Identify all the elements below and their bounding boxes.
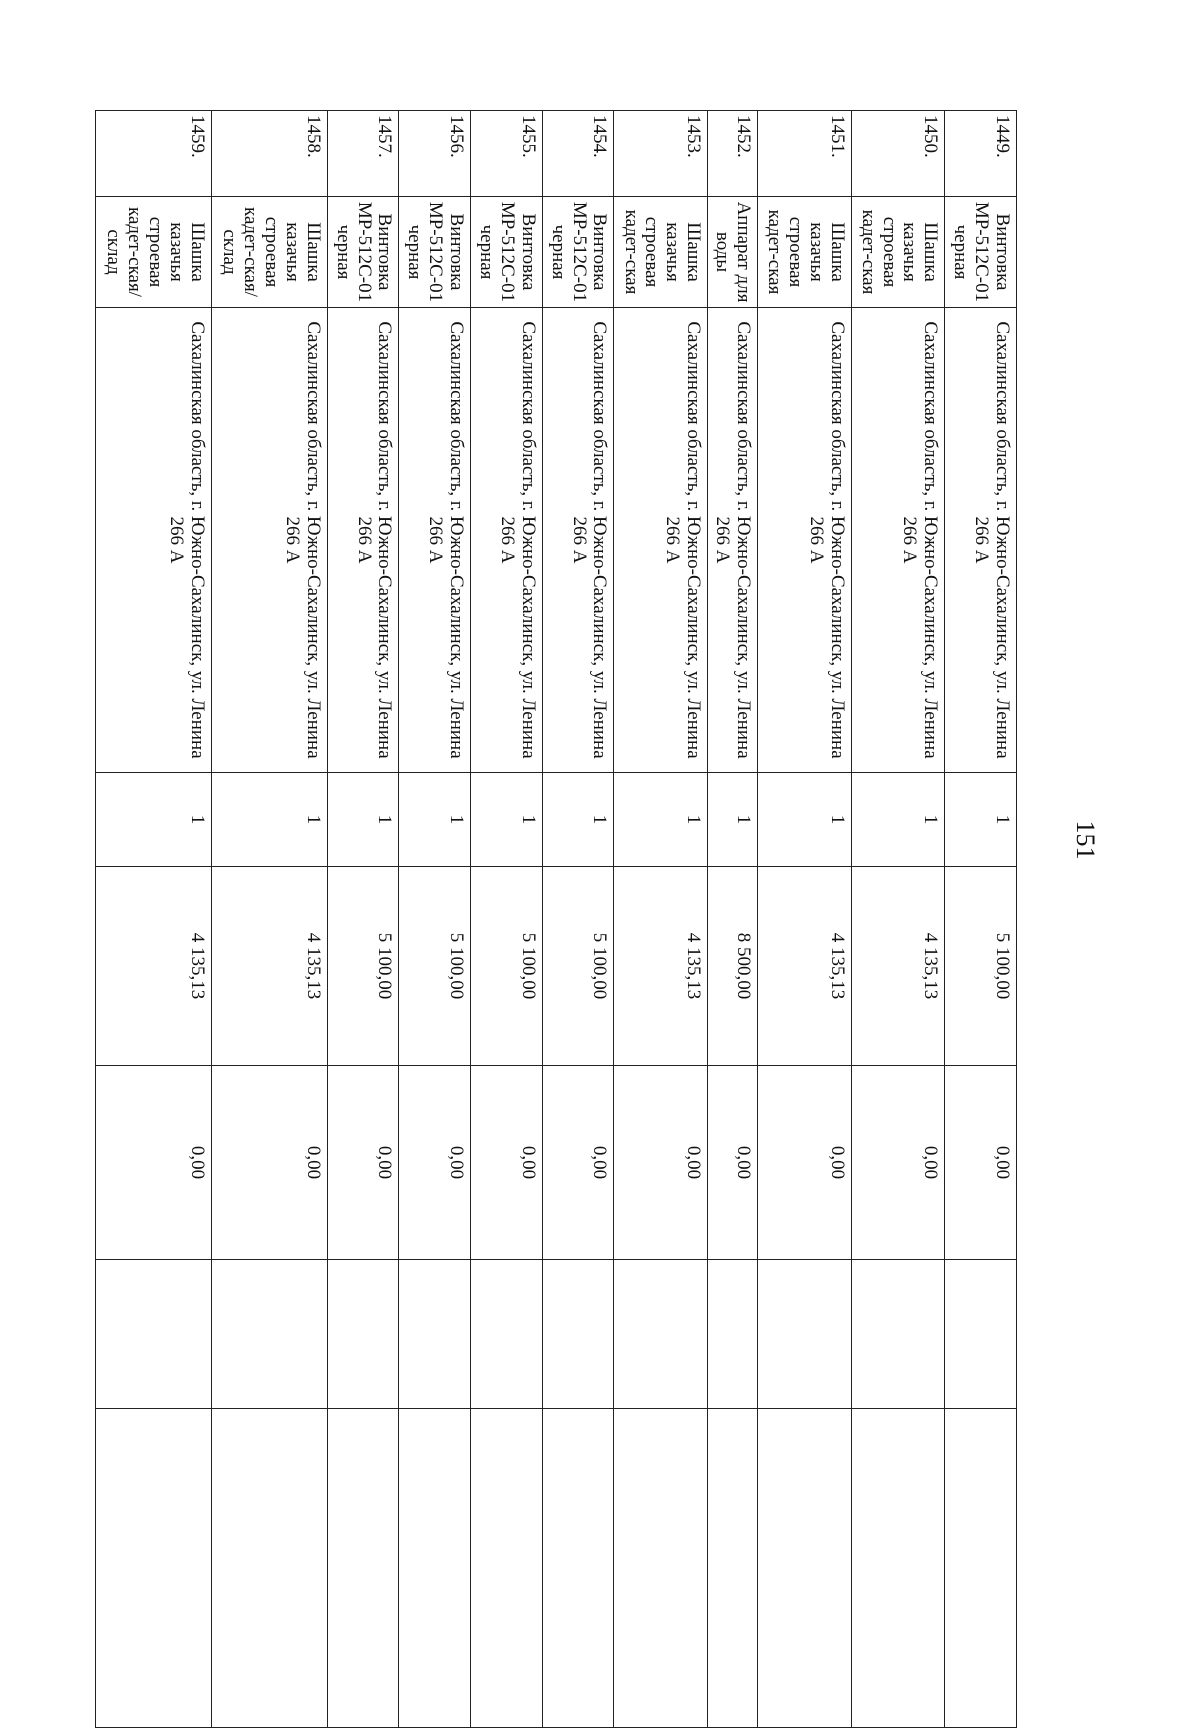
item-residual-cell xyxy=(471,1066,543,1260)
empty-cell xyxy=(211,1409,327,1728)
empty-cell xyxy=(542,1409,614,1728)
asset-table xyxy=(95,110,1017,1728)
item-price-cell xyxy=(542,867,614,1066)
item-quantity-cell xyxy=(327,773,399,867)
item-address-cell xyxy=(327,308,399,773)
item-address: Сахалинская область, г. Южно-Сахалинск, ул. Ленина 266 А xyxy=(353,321,396,759)
item-quantity-cell xyxy=(851,773,945,867)
empty-cell xyxy=(614,1409,708,1728)
item-price: 4 135,13 xyxy=(920,932,942,1000)
empty-cell xyxy=(757,1260,851,1409)
empty-cell xyxy=(327,1260,399,1409)
item-residual-value: 0,00 xyxy=(302,1145,324,1180)
table-row xyxy=(708,111,758,1728)
table-row xyxy=(614,111,708,1728)
table-row xyxy=(757,111,851,1728)
item-number-cell xyxy=(211,111,327,197)
item-address: Сахалинская область, г. Южно-Сахалинск, ул. Ленина 266 А xyxy=(281,321,324,759)
item-number: 1455. xyxy=(517,115,539,158)
item-address-cell xyxy=(708,308,758,773)
item-address: Сахалинская область, г. Южно-Сахалинск, ул. Ленина 266 А xyxy=(166,321,208,759)
item-quantity-cell xyxy=(399,773,471,867)
item-quantity-cell xyxy=(211,773,327,867)
item-address-cell xyxy=(471,308,543,773)
table-row xyxy=(945,111,1017,1728)
item-quantity: 1 xyxy=(732,814,754,825)
empty-cell xyxy=(708,1409,758,1728)
item-number-cell xyxy=(96,111,212,197)
item-quantity: 1 xyxy=(920,814,942,825)
item-name: Винтовка МР-512С-01 черная xyxy=(547,201,611,303)
item-name-cell xyxy=(614,197,708,308)
empty-cell xyxy=(471,1409,543,1728)
item-address-cell xyxy=(399,308,471,773)
item-address-cell xyxy=(851,308,945,773)
item-residual-cell xyxy=(542,1066,614,1260)
item-name: Винтовка МР-512С-01 черная xyxy=(950,201,1013,303)
item-quantity-cell xyxy=(471,773,543,867)
item-residual-value: 0,00 xyxy=(517,1145,539,1180)
item-address: Сахалинская область, г. Южно-Сахалинск, ул. Ленина 266 А xyxy=(425,321,468,759)
item-residual-cell xyxy=(757,1066,851,1260)
item-residual-cell xyxy=(708,1066,758,1260)
empty-cell xyxy=(96,1260,212,1409)
empty-cell xyxy=(471,1260,543,1409)
item-number: 1457. xyxy=(374,115,396,158)
item-price: 5 100,00 xyxy=(446,932,468,1000)
item-number: 1452. xyxy=(732,115,754,158)
item-residual-value: 0,00 xyxy=(374,1145,396,1180)
item-name: Шашка казачья строевая кадет-ская xyxy=(857,209,942,295)
item-quantity: 1 xyxy=(517,814,539,825)
item-number: 1459. xyxy=(186,115,208,158)
item-address-cell xyxy=(614,308,708,773)
item-price-cell xyxy=(211,867,327,1066)
item-address: Сахалинская область, г. Южно-Сахалинск, ул. Ленина 266 А xyxy=(568,321,611,759)
item-residual-value: 0,00 xyxy=(683,1145,705,1180)
item-price: 4 135,13 xyxy=(683,932,705,1000)
item-number: 1451. xyxy=(826,115,848,158)
item-number: 1453. xyxy=(683,115,705,158)
item-address-cell xyxy=(542,308,614,773)
item-quantity-cell xyxy=(945,773,1017,867)
table-row xyxy=(327,111,399,1728)
item-name: Шашка казачья строевая кадет-ская/склад xyxy=(219,207,324,297)
item-address-cell xyxy=(96,308,212,773)
empty-cell xyxy=(614,1260,708,1409)
item-quantity: 1 xyxy=(446,814,468,825)
item-residual-cell xyxy=(399,1066,471,1260)
item-residual-cell xyxy=(614,1066,708,1260)
item-name: Винтовка МР-512С-01 черная xyxy=(476,201,539,303)
item-price: 5 100,00 xyxy=(992,932,1013,1000)
item-number: 1449. xyxy=(992,115,1013,158)
item-address: Сахалинская область, г. Южно-Сахалинск, ул. Ленина 266 А xyxy=(496,321,539,759)
item-residual-value: 0,00 xyxy=(186,1145,208,1180)
page-number: 151 xyxy=(1071,820,1100,860)
item-number-cell xyxy=(542,111,614,197)
item-quantity-cell xyxy=(542,773,614,867)
empty-cell xyxy=(945,1260,1017,1409)
table-row xyxy=(471,111,543,1728)
item-price: 4 135,13 xyxy=(826,932,848,1000)
item-residual-cell xyxy=(945,1066,1017,1260)
empty-cell xyxy=(708,1260,758,1409)
item-quantity-cell xyxy=(614,773,708,867)
table-row xyxy=(399,111,471,1728)
item-residual-cell xyxy=(851,1066,945,1260)
item-price: 5 100,00 xyxy=(589,932,611,1000)
item-name-cell xyxy=(542,197,614,308)
item-price-cell xyxy=(614,867,708,1066)
item-residual-cell xyxy=(327,1066,399,1260)
item-name-cell xyxy=(757,197,851,308)
item-number: 1456. xyxy=(446,115,468,158)
item-name-cell xyxy=(708,197,758,308)
empty-cell xyxy=(851,1409,945,1728)
item-address-cell xyxy=(757,308,851,773)
item-number: 1450. xyxy=(920,115,942,158)
item-address: Сахалинская область, г. Южно-Сахалинск, ул. Ленина 266 А xyxy=(805,321,848,759)
item-quantity-cell xyxy=(757,773,851,867)
item-price: 5 100,00 xyxy=(517,932,539,1000)
item-quantity: 1 xyxy=(374,814,396,825)
item-residual-value: 0,00 xyxy=(732,1145,754,1180)
item-name-cell xyxy=(471,197,543,308)
item-number-cell xyxy=(471,111,543,197)
item-residual-value: 0,00 xyxy=(446,1145,468,1180)
empty-cell xyxy=(399,1260,471,1409)
table-row xyxy=(96,111,212,1728)
empty-cell xyxy=(399,1409,471,1728)
item-residual-value: 0,00 xyxy=(826,1145,848,1180)
item-price-cell xyxy=(708,867,758,1066)
item-name-cell xyxy=(211,197,327,308)
item-quantity: 1 xyxy=(683,814,705,825)
item-price-cell xyxy=(945,867,1017,1066)
item-price: 4 135,13 xyxy=(302,932,324,1000)
item-name-cell xyxy=(327,197,399,308)
empty-cell xyxy=(327,1409,399,1728)
item-price: 8 500,00 xyxy=(732,932,754,1000)
item-residual-cell xyxy=(211,1066,327,1260)
item-address: Сахалинская область, г. Южно-Сахалинск, ул. Ленина 266 А xyxy=(971,321,1013,759)
item-number: 1458. xyxy=(302,115,324,158)
item-residual-value: 0,00 xyxy=(992,1145,1013,1180)
empty-cell xyxy=(211,1260,327,1409)
item-price-cell xyxy=(399,867,471,1066)
item-number-cell xyxy=(327,111,399,197)
item-price-cell xyxy=(757,867,851,1066)
item-name-cell xyxy=(945,197,1017,308)
item-name: Аппарат для воды xyxy=(711,201,754,303)
item-quantity: 1 xyxy=(826,814,848,825)
item-residual-cell xyxy=(96,1066,212,1260)
item-address: Сахалинская область, г. Южно-Сахалинск, ул. Ленина 266 А xyxy=(711,321,754,759)
item-address: Сахалинская область, г. Южно-Сахалинск, ул. Ленина 266 А xyxy=(662,321,705,759)
empty-cell xyxy=(96,1409,212,1728)
item-price-cell xyxy=(851,867,945,1066)
item-name-cell xyxy=(851,197,945,308)
item-quantity: 1 xyxy=(589,814,611,825)
item-address-cell xyxy=(211,308,327,773)
item-quantity: 1 xyxy=(302,814,324,825)
item-number-cell xyxy=(945,111,1017,197)
item-number-cell xyxy=(614,111,708,197)
table-row xyxy=(542,111,614,1728)
item-name-cell xyxy=(399,197,471,308)
item-residual-value: 0,00 xyxy=(589,1145,611,1180)
item-name: Винтовка МР-512С-01 черная xyxy=(332,201,396,303)
item-quantity: 1 xyxy=(992,814,1013,825)
item-name: Шашка казачья строевая кадет-ская xyxy=(620,209,705,295)
item-name-cell xyxy=(96,197,212,308)
item-quantity: 1 xyxy=(186,814,208,825)
item-number-cell xyxy=(708,111,758,197)
item-name: Шашка казачья строевая кадет-ская/склад xyxy=(103,207,208,297)
empty-cell xyxy=(945,1409,1017,1728)
table-rotated-container xyxy=(95,110,1017,1655)
item-address: Сахалинская область, г. Южно-Сахалинск, ул. Ленина 266 А xyxy=(899,321,942,759)
item-residual-value: 0,00 xyxy=(920,1145,942,1180)
item-price-cell xyxy=(471,867,543,1066)
item-address-cell xyxy=(945,308,1017,773)
item-price: 5 100,00 xyxy=(374,932,396,1000)
item-number-cell xyxy=(851,111,945,197)
empty-cell xyxy=(851,1260,945,1409)
item-quantity-cell xyxy=(708,773,758,867)
item-price: 4 135,13 xyxy=(186,932,208,1000)
item-name: Шашка казачья строевая кадет-ская xyxy=(763,209,848,295)
asset-table-body xyxy=(96,111,1017,1728)
empty-cell xyxy=(542,1260,614,1409)
item-quantity-cell xyxy=(96,773,212,867)
table-row xyxy=(211,111,327,1728)
item-number-cell xyxy=(757,111,851,197)
item-name: Винтовка МР-512С-01 черная xyxy=(404,201,468,303)
item-number: 1454. xyxy=(589,115,611,158)
table-row xyxy=(851,111,945,1728)
item-price-cell xyxy=(96,867,212,1066)
item-price-cell xyxy=(327,867,399,1066)
empty-cell xyxy=(757,1409,851,1728)
item-number-cell xyxy=(399,111,471,197)
